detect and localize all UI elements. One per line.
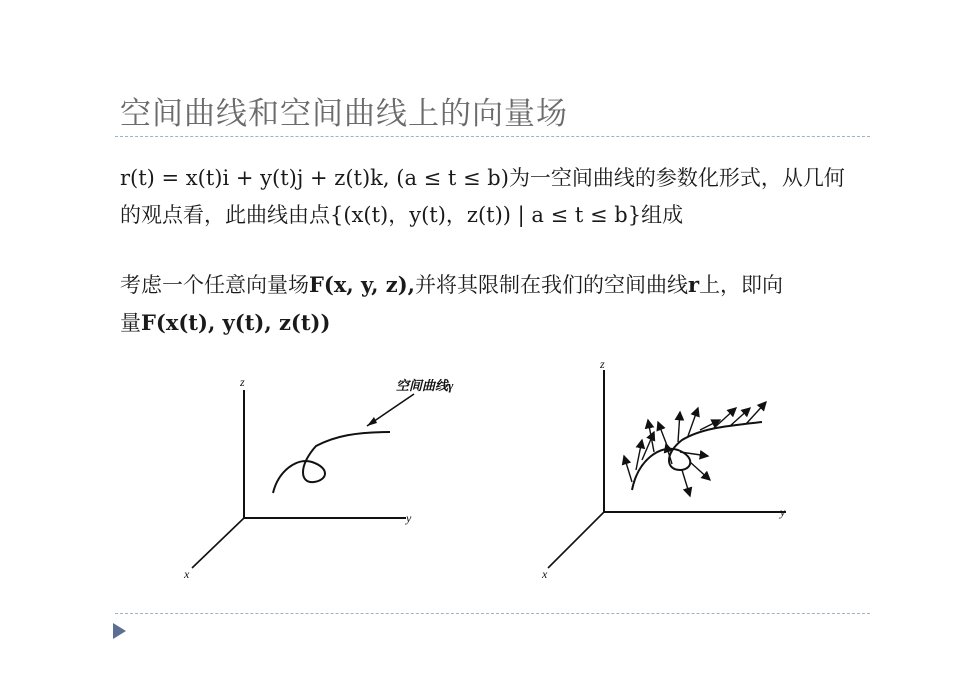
paragraph-line-2: [120, 197, 865, 234]
x-axis: [548, 512, 604, 568]
curve-symbol: r: [687, 272, 700, 297]
y-axis-label: y: [406, 511, 412, 525]
paragraph-line-3: [120, 266, 865, 304]
restriction-tail: 上，即向: [699, 273, 784, 297]
paragraph-line-4: [120, 304, 865, 342]
x-axis: [192, 518, 244, 568]
restriction-text: 并将其限制在我们的空间曲线: [414, 273, 688, 297]
z-axis-label: z: [240, 375, 245, 389]
z-axis-label: z: [600, 360, 605, 371]
point-set-intro: 的观点看，此曲线由点: [120, 203, 330, 227]
footer-divider: [115, 613, 870, 614]
curve-label: 空间曲线γ: [396, 378, 454, 393]
paragraph-vector-field: [120, 266, 865, 342]
vector-field-symbol: F(x, y, z),: [309, 272, 415, 297]
y-axis-label: y: [780, 505, 786, 519]
parametric-formula: r(t) = x(t)i + y(t)j + z(t)k, (a ≤ t ≤ b): [120, 166, 509, 190]
restricted-field-expression: F(x(t), y(t), z(t)): [141, 310, 331, 335]
curve-pointer-arrowhead: [367, 417, 377, 426]
vector-word: 量: [120, 311, 141, 335]
x-axis-label: x: [542, 567, 548, 581]
point-set-tail: 组成: [641, 203, 684, 227]
formula-description: 为一空间曲线的参数化形式，从几何: [508, 166, 845, 190]
paragraph-curve-definition: [120, 160, 865, 234]
title-divider: [115, 136, 870, 137]
vector-field-intro: 考虑一个任意向量场: [120, 273, 309, 297]
space-curve: [632, 422, 762, 490]
vector-field-figure: [530, 360, 800, 590]
vector-field-arrows: [624, 402, 766, 496]
x-axis-label: x: [184, 567, 190, 581]
paragraph-line-1: [120, 160, 865, 197]
point-set-notation: {(x(t)，y(t)，z(t)) | a ≤ t ≤ b}: [330, 203, 642, 227]
space-curve: [273, 432, 390, 493]
space-curve-figure: [170, 360, 470, 590]
slide-title: 空间曲线和空间曲线上的向量场: [120, 96, 568, 132]
play-triangle-icon: [113, 623, 126, 639]
